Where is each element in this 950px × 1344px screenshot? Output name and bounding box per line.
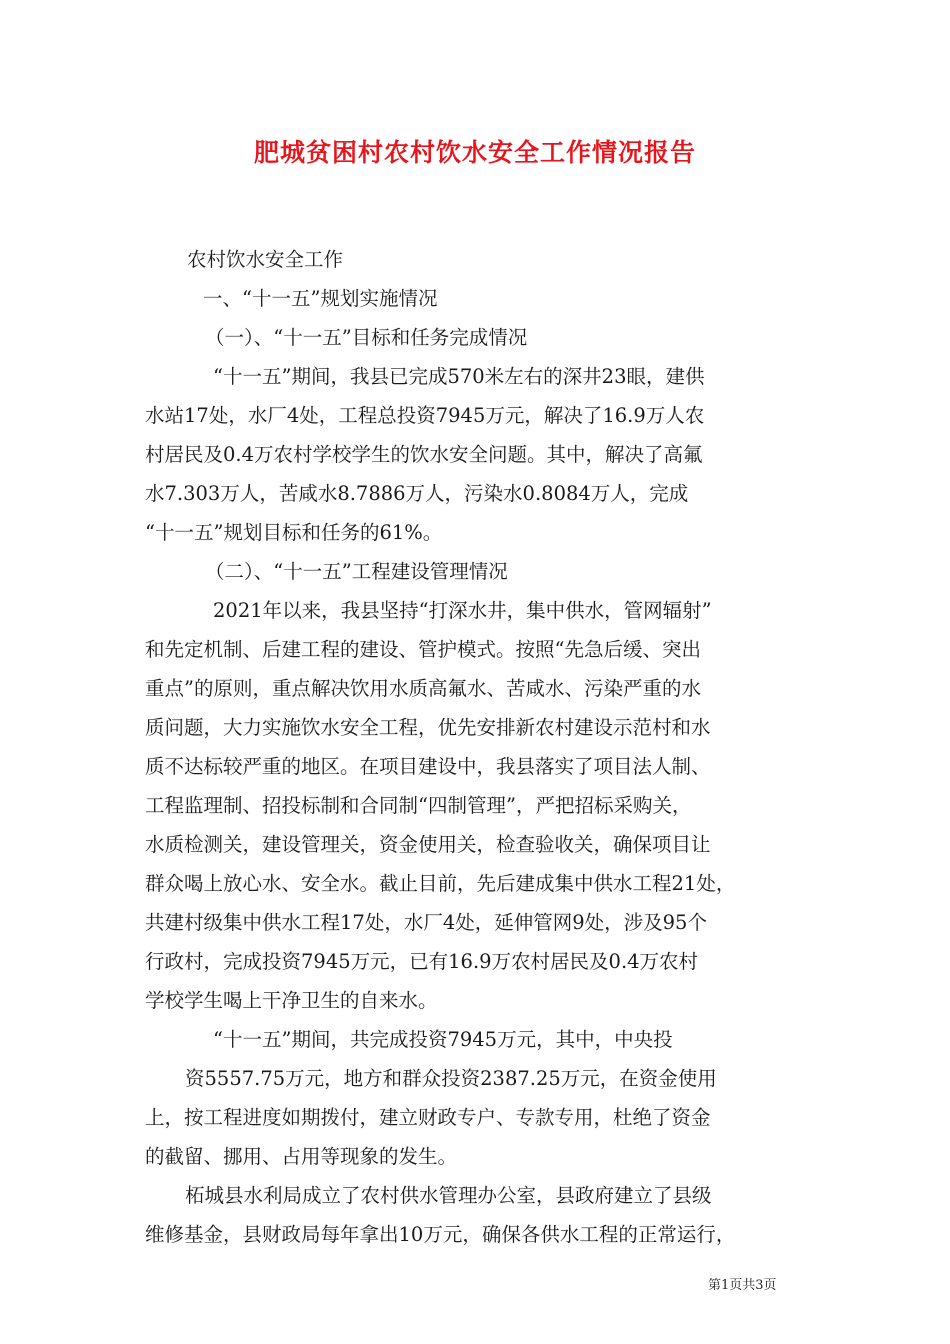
paragraph-line: 水7.303万人，苦咸水8.7886万人，污染水0.8084万人，完成 [145,482,689,505]
paragraph-line: “十一五”规划目标和任务的61%。 [145,521,443,544]
paragraph-line: 工程监理制、招投标制和合同制“四制管理”，严把招标采购关， [145,794,692,817]
paragraph-line: 上，按工程进度如期拨付，建立财政专户、专款专用，杜绝了资金 [145,1106,711,1129]
section-intro-line: 农村饮水安全工作 [187,248,344,271]
paragraph-line: 资5557.75万元，地方和群众投资2387.25万元，在资金使用 [185,1067,717,1090]
paragraph-line: 群众喝上放心水、安全水。截止目前，先后建成集中供水工程21处， [145,872,736,895]
paragraph-line: 水站17处，水厂4处，工程总投资7945万元，解决了16.9万人农 [145,404,705,427]
section-heading-1: 一、“十一五”规划实施情况 [203,287,438,310]
paragraph-line: 质问题，大力实施饮水安全工程，优先安排新农村建设示范村和水 [145,716,711,739]
paragraph-line: 和先定机制、后建工程的建设、管护模式。按照“先急后缓、突出 [145,638,701,661]
paragraph-line: 共建村级集中供水工程17处，水厂4处，延伸管网9处，涉及95个 [145,911,707,934]
paragraph-line: 学校学生喝上干净卫生的自来水。 [145,989,438,1012]
paragraph-line: “十一五”期间，我县已完成570米左右的深井23眼，建供 [213,365,705,388]
document-title: 肥城贫困村农村饮水安全工作情况报告 [253,138,696,167]
paragraph-line: 维修基金，县财政局每年拿出10万元，确保各供水工程的正常运行， [145,1223,736,1246]
subsection-heading-1: （一）、“十一五”目标和任务完成情况 [205,326,528,349]
paragraph-line: 行政村，完成投资7945万元，已有16.9万农村居民及0.4万农村 [145,950,699,973]
paragraph-line: 重点”的原则，重点解决饮用水质高氟水、苦咸水、污染严重的水 [145,677,701,700]
paragraph-line: 质不达标较严重的地区。在项目建设中，我县落实了项目法人制、 [145,755,711,778]
paragraph-line: 柘城县水利局成立了农村供水管理办公室，县政府建立了县级 [185,1184,712,1207]
paragraph-line: 水质检测关，建设管理关，资金使用关，检查验收关，确保项目让 [145,833,711,856]
page-number: 第1页共3页 [708,1278,777,1293]
subsection-heading-2: （二）、“十一五”工程建设管理情况 [205,560,508,583]
paragraph-line: “十一五”期间，共完成投资7945万元，其中，中央投 [213,1028,673,1051]
paragraph-line: 的截留、挪用、占用等现象的发生。 [145,1145,458,1168]
paragraph-line: 村居民及0.4万农村学校学生的饮水安全问题。其中，解决了高氟 [145,443,703,466]
paragraph-line: 2021年以来，我县坚持“打深水井，集中供水，管网辐射” [213,599,712,622]
document-body [145,240,825,1254]
